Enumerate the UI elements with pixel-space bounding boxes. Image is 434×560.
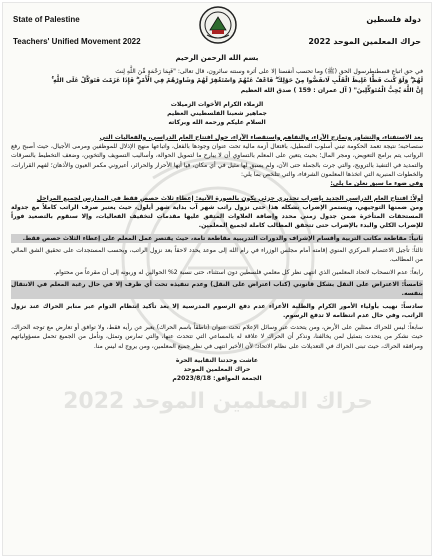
quran-verse-line-2: لَهُمْ ۖ وَلَوْ كُنتَ فَظًّا غَلِيظَ الْقَلْبِ لَانفَضُّوا مِنْ حَوْلِكَ ۖ فَاعْفُ عَنْهُمْ وَاسْتَغْفِرْ لَهُمْ وَشَاوِرْهُمْ فِي الْأَمْرِ ۖ فَإِذَا عَزَمْتَ فَتَوَكَّلْ عَلَى اللَّهِ ۚ (51, 77, 423, 85)
item-6: سادساً: نهيب بأولياء الأمور الكرام والطلبة الأعزاء عدم دفع الرسوم المدرسية إلا بعد تأكيد انتظام الدوام عبر منابر الحراك عند نزول الراتب، وفي حال عدم انتظامه لا تدفع الرسوم. (11, 302, 423, 319)
statement-page (2, 2, 432, 556)
intro-tail: وفي ضوء ما سبق نعلن ما يلي: (330, 180, 423, 188)
greeting-salam: السلام عليكم ورحمة الله وبركاته (168, 119, 266, 127)
quran-verse-line-1: في حق اتباع قسطنطرسول الحق (ﷺ) وما تحسب أنفسنا إلا على أثره وسنته سائرون، قال تعالى: "فَبِمَا رَحْمَةٍ مِّنَ اللَّهِ لِنتَ (115, 68, 423, 75)
watermark-text: حراك المعلمين الموحد 2022 (63, 389, 373, 414)
closing-slogan: عاشت وحدتنا النقابية الحرة (175, 357, 259, 365)
closing-date: الجمعة الموافق: 2023/8/18م (172, 375, 262, 383)
movement-logo-icon (198, 5, 238, 45)
greeting-colleagues: الزملاء الكرام الأخوات الزميلات (170, 100, 264, 108)
item-4: رابعاً: عدم الانسحاب لاتحاد المعلمين الذي انتهى نظر كل معلمي فلسطين دون استثناء، حتى نسبة 2% الحوالين له وربونه إلى أن مقرعاً من محتوام. (53, 268, 423, 276)
item-3: ثالثاً: تأجيل الاعتصام المركزي المنوي إقامته أمام مجلس الوزراء في رام الله إلى موعد يحدد لاحقاً بعد نزول الراتب، وبحسب المستجدات على تحقيق الشق المالي من المطالب. (11, 247, 423, 264)
item-1-body: ومن ضمنها التوجيهي، ويستمر الإضراب بشكله هذا حتى نزول راتب شهر آب بداية شهر أيلول، حيث يعتبر صرف الراتب كاملاً مع جدولة المستحقات المتأخرة ضمن جدول زمني محدد وإضافة العلاوات المتفق عليها مقدمات لتخفيف الفعاليات، وإلا سنقوم بالتصعيد فوراً للإضراب الكلي والبدء بالإضراب حتى تتحقق المطالب كاملة لجميع المعلمين. (11, 203, 423, 230)
item-7: سابعاً: ليس للحراك ممثلين على الأرض، ومن يتحدث عبر وسائل الإعلام تحت عنوان (ناطقاً باسم الحراك) يعبر عن رأيه فقط، ولا توافق أو تعارض مع توجه الحراك، حيث نشكر من يتحدث بتمثيل لمن يخالفنا، ونذكر أن الحراك لا علاقة له بالمساعي التي تتحدث عنها، والتي تمارس وتمثل، ونأمل من الجميع تحمل مسؤولياتهم ومرافقة الحراك، حيث تبنى الحراك في التعديلات على نظام الاتحاد؛ لأن الأخير انتهى في نظر جميع المعلمين، ومن يروج له ليس منا. (11, 324, 423, 350)
state-name-ar: دولة فلسطين (366, 15, 421, 24)
item-5: خامساً: الاعتراض على النقل بشكل قانوني (كتاب اعتراض على النقل) وعدم تنفيذه تحت أي ظرف إلا في حال رغبة المعلم في الانتقال بنفسه. (11, 280, 423, 298)
letterhead-arabic (308, 9, 421, 53)
statement-body (11, 53, 423, 549)
greeting-people: جماهير شعبنا الفلسطيني العظيم (167, 110, 267, 118)
item-1-title: أولاً: افتتاح العام الدراسي الجديد بإضراب تحذيري جزئي يكون بالصورة الآتية: إعطاء ثلاث حصص فقط في المدارس لجميع المراحل (36, 194, 423, 202)
state-name-en: State of Palestine (13, 15, 80, 24)
quran-verse-line-3: إِنَّ اللَّهَ يُحِبُّ الْمُتَوَكِّلِينَ" ( آل عمران : 159 ) صدق الله العظيم (240, 86, 423, 94)
closing-signature: حراك المعلمين الموحد (183, 366, 251, 374)
intro-heading: بعد الاستفتاء، والتشاور وتمازج الآراء، والتفاهم واستقصاء الآراء، حول افتتاح العام الدراسي، والفعاليات التي (99, 133, 423, 141)
item-2: ثانياً: مقاطعة مكاتب التربية وأقسام الإشراف والدورات التدريبية مقاطعة تامة، حيث يقتصر عمل المعلم على إعطاء الثلاث حصص فقط. (11, 234, 423, 243)
letterhead-english (13, 9, 141, 53)
letterhead (3, 3, 431, 55)
movement-name-ar: حراك المعلمين الموحد 2022 (308, 37, 421, 46)
movement-name-en: Teachers' Unified Movement 2022 (13, 37, 141, 46)
intro-paragraph: ستصاحبه؛ نتيجة تعمد الحكومة تبني أسلوب التمطيل، بافتعال أزمة مالية تحت عنوان وجودها بالفعل، واتباعها منهج الإذلال للموظفين ومرمى الأجيال، حيث أصبح رفع الرواتب يتم برامج التعويض، ومجر المال؛ بحيث يتعين على المعلم بالتساوي أن لا يبارح ما لتمويل الحوالة، وأساليب التسويف والتخوين، وضعف التخطيط بالسرقات والتمديد في التنفيذ بالترويج، والتي جرت بالجملة حتى الآن، ولم يسبق لها مثيل في أي مكان، فيا أيها الأحرار والحرائر، أعيروني مكمر العيون والأذهان؛ لفهم القرارات، والخطوات المنبرية التي اتخذها المعلمون الشرفاء، والتي تتلخص بما يلي: (11, 143, 423, 178)
basmala: بسم الله الرحمن الرحيم (175, 54, 259, 62)
